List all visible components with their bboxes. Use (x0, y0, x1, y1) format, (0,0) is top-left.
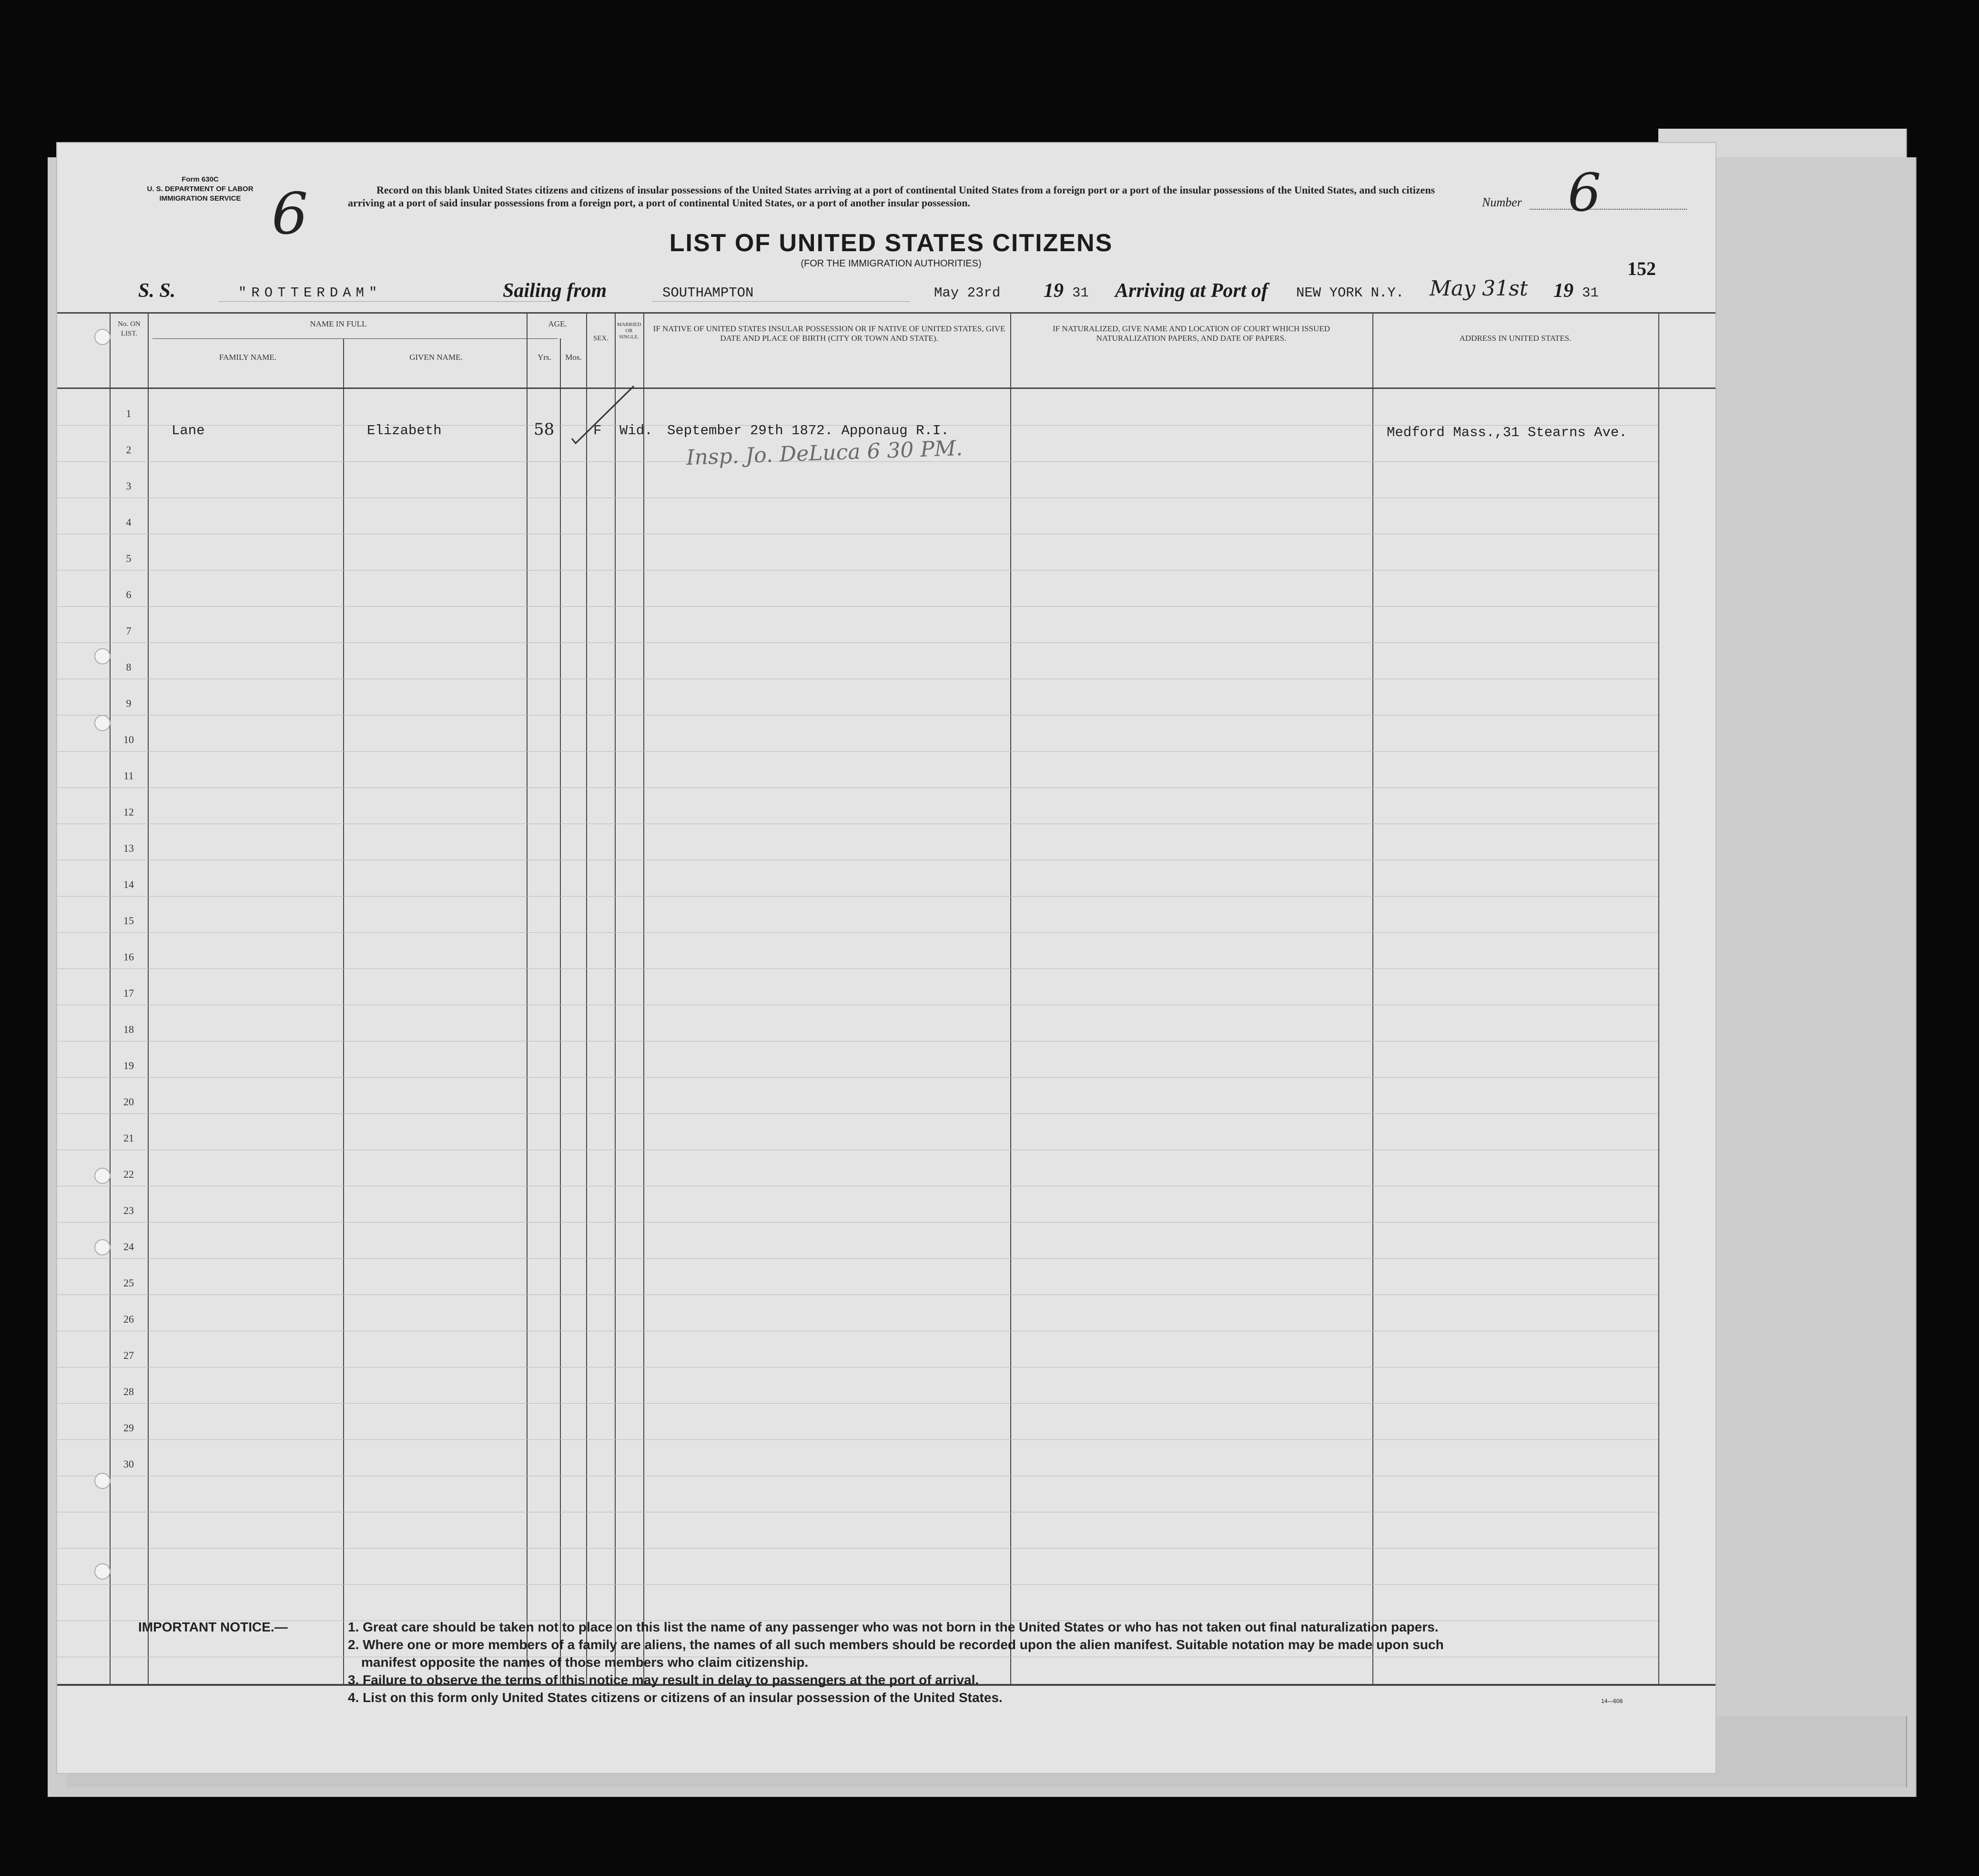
row-number: 12 (123, 806, 134, 818)
row-rule (57, 570, 1658, 571)
row-number: 24 (123, 1241, 134, 1253)
binder-hole (94, 648, 111, 664)
department-label: U. S. DEPARTMENT OF LABOR (147, 185, 254, 193)
notice-item-3: 3. Failure to observe the terms of this notice may result in delay to passengers at the port of arrival. (348, 1672, 979, 1687)
row-rule (57, 1258, 1658, 1259)
entry-sex: F (593, 423, 602, 438)
row-rule (57, 642, 1658, 643)
sailing-from-label: Sailing from (503, 280, 607, 302)
binder-hole (94, 715, 111, 731)
row-number: 29 (123, 1422, 134, 1434)
row-rule (57, 1548, 1658, 1549)
header-divider (152, 338, 558, 339)
header-mos: Mos. (565, 353, 582, 362)
row-number: 2 (126, 444, 132, 456)
row-rule (57, 1584, 1658, 1585)
entry-marital-status: Wid. (619, 423, 653, 438)
form-id: Form 630C (182, 175, 219, 184)
service-label: IMMIGRATION SERVICE (159, 194, 241, 203)
header-family-name: FAMILY NAME. (219, 353, 277, 362)
ship-name: "ROTTERDAM" (238, 285, 382, 301)
row-rule (57, 1077, 1658, 1078)
row-number: 5 (126, 552, 132, 564)
col-rule-11 (1658, 312, 1659, 1685)
ss-label: S. S. (138, 280, 176, 302)
row-number: 26 (123, 1313, 134, 1325)
row-rule (57, 751, 1658, 752)
entry-given-name: Elizabeth (367, 423, 442, 438)
row-number: 20 (123, 1096, 134, 1108)
arrival-port: NEW YORK N.Y. (1296, 285, 1404, 301)
row-number: 18 (123, 1023, 134, 1035)
header-yrs: Yrs. (538, 353, 551, 362)
year-prefix-2: 19 (1553, 280, 1573, 302)
row-number: 25 (123, 1277, 134, 1289)
row-number: 10 (123, 734, 134, 745)
row-number: 6 (126, 589, 132, 601)
print-code: 14—608 (1601, 1698, 1623, 1704)
number-label: Number (1482, 195, 1522, 209)
header-sex: SEX. (593, 335, 609, 342)
header-address: ADDRESS IN UNITED STATES. (1459, 334, 1572, 343)
header-age: AGE. (548, 319, 567, 328)
header-name-in-full: NAME IN FULL (310, 319, 367, 328)
row-number: 17 (123, 987, 134, 999)
header-married-single: MARRIED OR SINGLE. (617, 322, 641, 340)
row-lines (57, 388, 1658, 1685)
arrival-year: 31 (1582, 285, 1599, 301)
entry-family-name: Lane (172, 423, 205, 438)
row-number: 16 (123, 951, 134, 963)
manifest-sheet (57, 143, 1715, 1773)
header-no-on-list: No. ON LIST. (118, 320, 141, 337)
row-number: 23 (123, 1204, 134, 1216)
row-rule (57, 1222, 1658, 1223)
row-rule (57, 1403, 1658, 1404)
departure-port: SOUTHAMPTON (662, 285, 754, 301)
page-number: 152 (1627, 258, 1656, 279)
row-number: 4 (126, 516, 132, 528)
notice-heading: IMPORTANT NOTICE.— (138, 1620, 288, 1634)
entry-birth-info: September 29th 1872. Apponaug R.I. (667, 423, 949, 438)
row-rule (57, 932, 1658, 933)
voyage-line (57, 276, 1715, 305)
form-title: LIST OF UNITED STATES CITIZENS (669, 229, 1113, 257)
row-number: 3 (126, 480, 132, 492)
row-number: 22 (123, 1168, 134, 1180)
binder-hole (94, 1473, 111, 1489)
passenger-table (57, 312, 1715, 1694)
instructions-text: Record on this blank United States citizens and citizens of insular possessions of the United States arriving at a port of continental United States from a foreign port or a port of the insular possessions of the United States, and such citizens arriving at a port of said insular possessions from a foreign port, a port of continental United States, or a port of another insular possession. (348, 184, 1435, 209)
row-number: 13 (123, 842, 134, 854)
header-naturalized: IF NATURALIZED, GIVE NAME AND LOCATION OF COURT WHICH ISSUED NATURALIZATION PAPERS, AND DATE OF PAPERS. (1052, 324, 1330, 343)
row-number: 19 (123, 1060, 134, 1071)
binder-hole (94, 1168, 111, 1184)
row-number: 11 (123, 770, 134, 782)
handwritten-mark-left: 6 (272, 181, 308, 247)
year-prefix-1: 19 (1044, 280, 1064, 302)
number-underline (1530, 209, 1687, 210)
arriving-label: Arriving at Port of (1115, 280, 1268, 302)
row-number: 28 (123, 1386, 134, 1397)
form-subtitle: (FOR THE IMMIGRATION AUTHORITIES) (801, 258, 982, 269)
binder-hole (94, 1239, 111, 1255)
entry-age: 58 (534, 420, 555, 439)
binder-hole (94, 1563, 111, 1580)
entry-address: Medford Mass.,31 Stearns Ave. (1387, 425, 1627, 440)
row-number: 27 (123, 1349, 134, 1361)
row-number: 30 (123, 1458, 134, 1470)
port-underline (653, 301, 910, 302)
row-rule (57, 1113, 1658, 1114)
sailing-date: May 23rd (934, 285, 1001, 301)
row-rule (57, 787, 1658, 788)
sailing-year: 31 (1072, 285, 1089, 301)
row-rule (57, 896, 1658, 897)
inspector-annotation: Insp. Jo. DeLuca 6 30 PM. (686, 436, 963, 470)
row-number: 15 (123, 915, 134, 927)
notice-item-4: 4. List on this form only United States citizens or citizens of an insular possession of the United States. (348, 1690, 1003, 1705)
row-number: 9 (126, 697, 132, 709)
row-number: 21 (123, 1132, 134, 1144)
header-given-name: GIVEN NAME. (409, 353, 463, 362)
notice-item-2: 2. Where one or more members of a family are aliens, the names of all such members should be recorded upon the alien manifest. Suitable notation may be made upon such (348, 1637, 1444, 1652)
row-number: 14 (123, 878, 134, 890)
row-rule (57, 1439, 1658, 1440)
row-number: 1 (126, 408, 132, 419)
row-number: 8 (126, 661, 132, 673)
header-birth: IF NATIVE OF UNITED STATES INSULAR POSSESSION OR IF NATIVE OF UNITED STATES, GIVE DATE AND PLACE OF BIRTH (CITY OR TOWN AND STATE). (653, 324, 1005, 343)
row-rule (57, 606, 1658, 607)
table-top-rule (57, 312, 1715, 314)
row-number: 7 (126, 625, 132, 637)
notice-item-2-cont: manifest opposite the names of those members who claim citizenship. (361, 1655, 809, 1670)
number-value: 6 (1568, 162, 1601, 223)
notice-item-1: 1. Great care should be taken not to place on this list the name of any passenger who was not born in the United States or who has not taken out final naturalization papers. (348, 1620, 1439, 1634)
binder-hole (94, 329, 111, 345)
arrival-date: May 31st (1430, 276, 1528, 301)
